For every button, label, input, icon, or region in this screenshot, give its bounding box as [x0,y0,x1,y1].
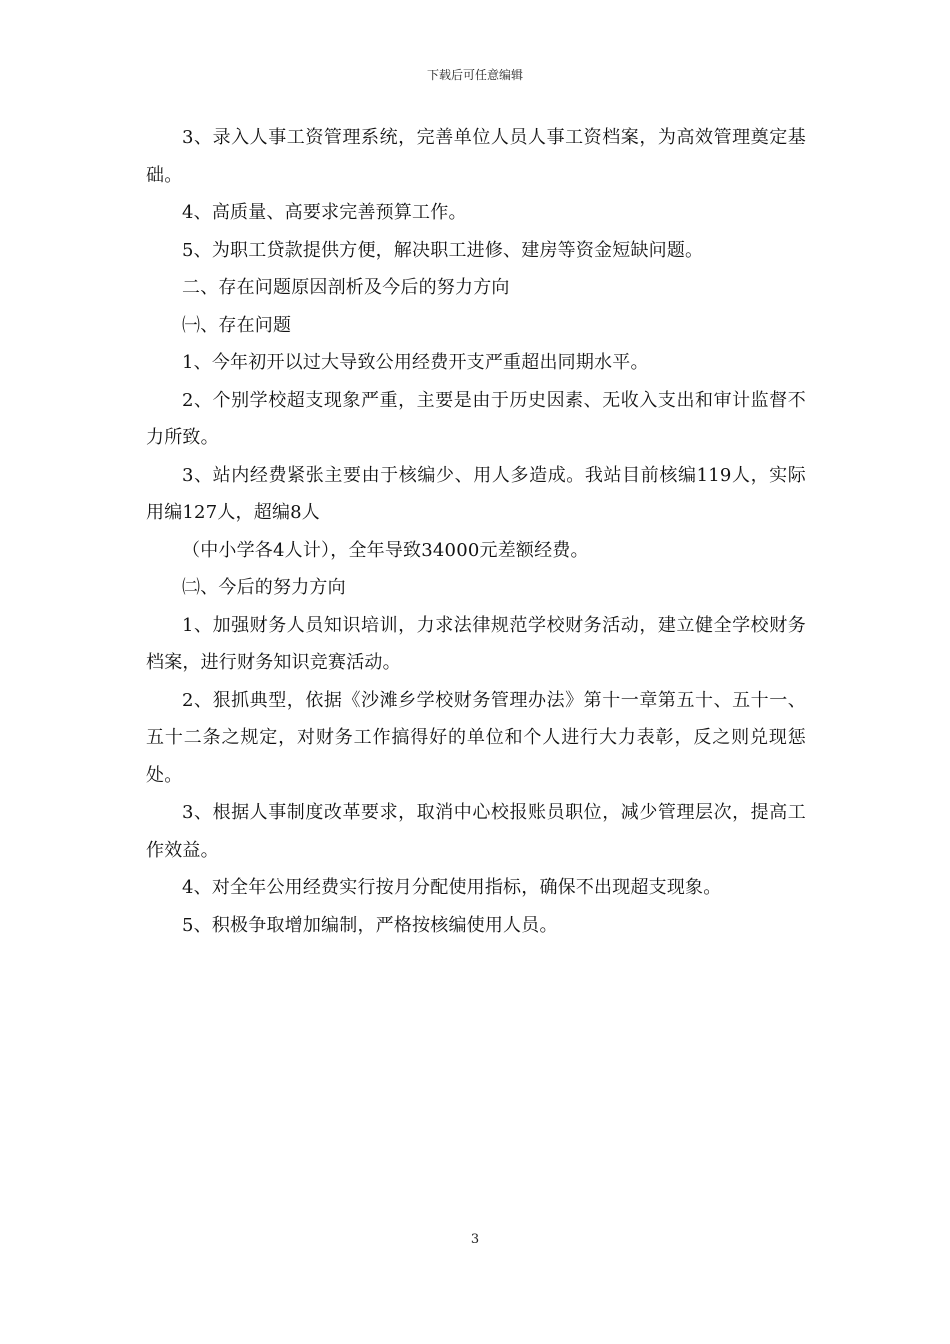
paragraph-4: 1、今年初开以过大导致公用经费开支严重超出同期水平。 [182,352,649,373]
subsection-heading-1: ㈠、存在问题 [182,314,292,336]
subsection-heading-2: ㈡、今后的努力方向 [182,577,346,598]
paragraph-11: 4、对全年公用经费实行按月分配使用指标，确保不出现超支现象。 [182,877,722,898]
paragraph-9: 2、狠抓典型，依据《沙滩乡学校财务管理办法》第十一章第五十、五十一、五十二条之规定，对财务工作搞得好的单位和个人进行大力表彰，反之则兑现惩处。 [146,689,806,786]
page-header: 下载后可任意编辑 [426,68,523,82]
paragraph-5: 2、个别学校超支现象严重，主要是由于历史因素、无收入支出和审计监督不力所致。 [146,389,806,448]
paragraph-2: 4、高质量、高要求完善预算工作。 [182,202,467,223]
document-body [146,119,806,944]
paragraph-10: 3、根据人事制度改革要求，取消中心校报账员职位，减少管理层次，提高工作效益。 [146,802,806,861]
paragraph-6: 3、站内经费紧张主要由于核编少、用人多造成。我站目前核编119人，实际用编127人，超编8人 [146,464,806,523]
page-number: 3 [470,1232,480,1247]
section-heading-2: 二、存在问题原因剖析及今后的努力方向 [182,277,510,298]
paragraph-7: （中小学各4人计），全年导致34000元差额经费。 [182,539,589,561]
paragraph-12: 5、积极争取增加编制，严格按核编使用人员。 [182,914,558,936]
paragraph-1: 3、录入人事工资管理系统，完善单位人员人事工资档案，为高效管理奠定基础。 [146,127,806,186]
paragraph-3: 5、为职工贷款提供方便，解决职工进修、建房等资金短缺问题。 [182,239,704,261]
paragraph-8: 1、加强财务人员知识培训，力求法律规范学校财务活动，建立健全学校财务档案，进行财务知识竞赛活动。 [146,614,806,673]
